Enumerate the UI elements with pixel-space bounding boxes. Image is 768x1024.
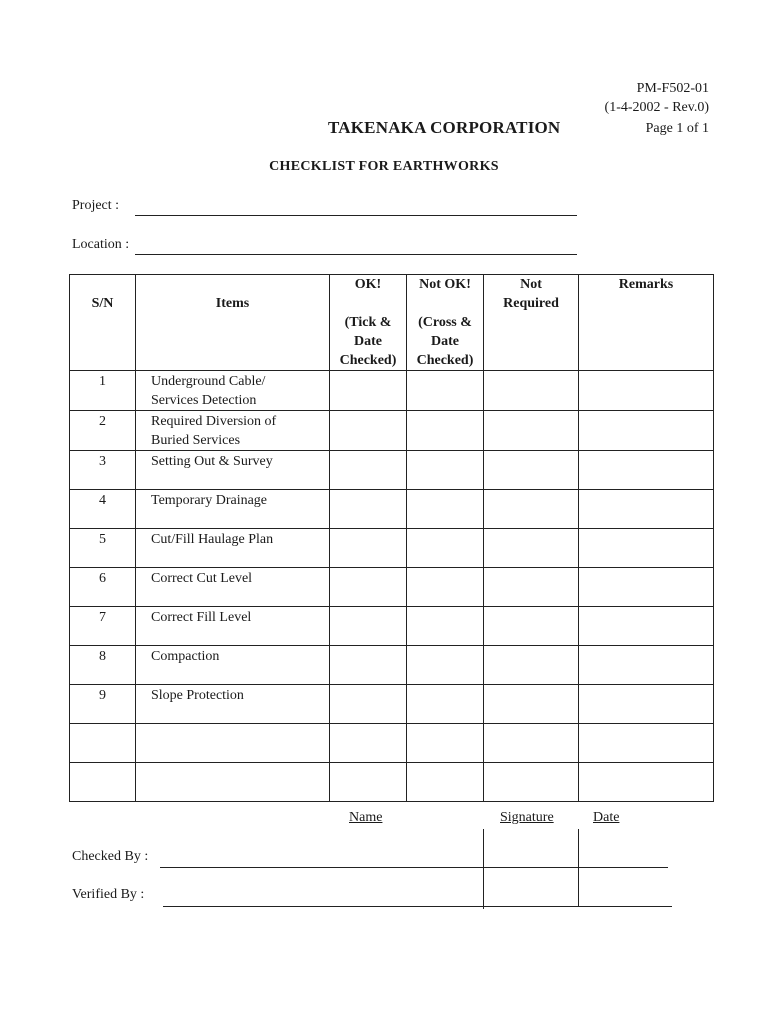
location-field[interactable] [135, 254, 577, 255]
row-item [136, 763, 330, 802]
ok-cell[interactable] [330, 568, 407, 607]
remarks-cell[interactable] [579, 529, 714, 568]
row-item [136, 724, 330, 763]
checklist-table [69, 274, 714, 802]
table-row [70, 763, 714, 802]
table-row [70, 529, 714, 568]
not-required-cell[interactable] [484, 724, 579, 763]
ok-cell[interactable] [330, 411, 407, 451]
row-sn [70, 724, 136, 763]
not-ok-cell[interactable] [407, 607, 484, 646]
ok-cell[interactable] [330, 646, 407, 685]
row-sn: 7 [70, 607, 136, 646]
ok-cell[interactable] [330, 451, 407, 490]
project-label: Project : [72, 198, 120, 213]
remarks-cell[interactable] [579, 490, 714, 529]
not-required-cell[interactable] [484, 763, 579, 802]
not-ok-cell[interactable] [407, 529, 484, 568]
not-ok-cell[interactable] [407, 451, 484, 490]
location-label: Location : [72, 237, 130, 252]
checked-by-line[interactable] [160, 867, 668, 868]
not-ok-cell[interactable] [407, 568, 484, 607]
ok-cell[interactable] [330, 763, 407, 802]
row-sn: 1 [70, 371, 136, 411]
document-title: CHECKLIST FOR EARTHWORKS [269, 159, 499, 174]
project-field[interactable] [135, 215, 577, 216]
table-row [70, 646, 714, 685]
row-sn: 5 [70, 529, 136, 568]
not-required-cell[interactable] [484, 646, 579, 685]
not-required-cell[interactable] [484, 411, 579, 451]
row-item: Correct Cut Level [136, 568, 330, 607]
remarks-cell[interactable] [579, 685, 714, 724]
not-ok-cell[interactable] [407, 490, 484, 529]
row-item: Cut/Fill Haulage Plan [136, 529, 330, 568]
date-header: Date [593, 810, 620, 825]
ok-cell[interactable] [330, 607, 407, 646]
table-row [70, 724, 714, 763]
table-row [70, 490, 714, 529]
remarks-cell[interactable] [579, 371, 714, 411]
header-sn: S/N [70, 275, 136, 371]
remarks-cell[interactable] [579, 724, 714, 763]
table-row [70, 371, 714, 411]
date-divider [578, 829, 579, 907]
row-item: Correct Fill Level [136, 607, 330, 646]
row-sn: 2 [70, 411, 136, 451]
page-number: Page 1 of 1 [645, 121, 709, 136]
table-row [70, 607, 714, 646]
header-not-required: Not Required [484, 275, 579, 371]
form-code: PM-F502-01 [636, 81, 709, 96]
not-ok-cell[interactable] [407, 724, 484, 763]
row-item: Required Diversion of Buried Services [136, 411, 330, 451]
ok-cell[interactable] [330, 685, 407, 724]
verified-by-label: Verified By : [72, 887, 145, 902]
table-header-row [70, 275, 714, 371]
remarks-cell[interactable] [579, 451, 714, 490]
remarks-cell[interactable] [579, 607, 714, 646]
ok-cell[interactable] [330, 529, 407, 568]
remarks-cell[interactable] [579, 763, 714, 802]
header-items: Items [136, 275, 330, 371]
signature-divider [483, 829, 484, 909]
row-sn: 8 [70, 646, 136, 685]
table-row [70, 568, 714, 607]
row-sn: 3 [70, 451, 136, 490]
row-sn: 4 [70, 490, 136, 529]
verified-by-line[interactable] [163, 906, 672, 907]
not-required-cell[interactable] [484, 451, 579, 490]
not-ok-cell[interactable] [407, 411, 484, 451]
not-ok-cell[interactable] [407, 685, 484, 724]
not-required-cell[interactable] [484, 529, 579, 568]
not-required-cell[interactable] [484, 371, 579, 411]
remarks-cell[interactable] [579, 411, 714, 451]
revision-date: (1-4-2002 - Rev.0) [604, 100, 709, 115]
ok-cell[interactable] [330, 371, 407, 411]
row-sn: 9 [70, 685, 136, 724]
row-item: Temporary Drainage [136, 490, 330, 529]
not-required-cell[interactable] [484, 568, 579, 607]
table-row [70, 451, 714, 490]
row-item: Compaction [136, 646, 330, 685]
name-header: Name [349, 810, 383, 825]
table-row [70, 411, 714, 451]
ok-cell[interactable] [330, 724, 407, 763]
row-item: Underground Cable/ Services Detection [136, 371, 330, 411]
company-name: TAKENAKA CORPORATION [328, 118, 561, 137]
row-item: Setting Out & Survey [136, 451, 330, 490]
row-sn: 6 [70, 568, 136, 607]
not-ok-cell[interactable] [407, 763, 484, 802]
ok-cell[interactable] [330, 490, 407, 529]
signature-header: Signature [500, 810, 554, 825]
remarks-cell[interactable] [579, 568, 714, 607]
header-not-ok: Not OK! (Cross & Date Checked) [407, 275, 484, 371]
row-sn [70, 763, 136, 802]
checked-by-label: Checked By : [72, 849, 149, 864]
not-ok-cell[interactable] [407, 371, 484, 411]
not-required-cell[interactable] [484, 607, 579, 646]
header-remarks: Remarks [579, 275, 714, 371]
not-required-cell[interactable] [484, 490, 579, 529]
header-ok: OK! (Tick & Date Checked) [330, 275, 407, 371]
table-row [70, 685, 714, 724]
not-ok-cell[interactable] [407, 646, 484, 685]
row-item: Slope Protection [136, 685, 330, 724]
not-required-cell[interactable] [484, 685, 579, 724]
remarks-cell[interactable] [579, 646, 714, 685]
